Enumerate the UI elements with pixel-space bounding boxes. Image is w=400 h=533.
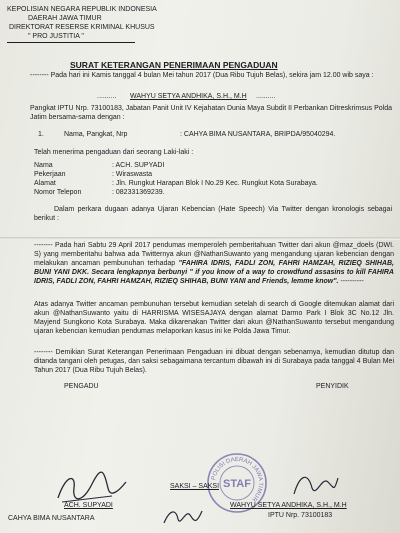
chronology-1-tail: ---------- xyxy=(340,278,364,285)
signature-right-name: WAHYU SETYA ANDHIKA, S.H., M.H xyxy=(230,502,347,509)
signature-left-name: ACH. SUPYADI xyxy=(64,502,113,509)
complainant-job: : Wiraswasta xyxy=(112,171,153,178)
chronology-1-text: -------- Pada hari Sabtu 29 April 2017 pendumas memperoleh pemberitahuan Twitter dari akun @maz_doels (DWI. S) yang memberitahu bahwa ada Twitternya akun @NathanSuwanto yang mengandung ujaran kebencian dengan melakukan ancaman pembunuhan terhadap xyxy=(34,242,394,267)
signature-left-role: PENGADU xyxy=(64,383,99,390)
complainant-phone: : 082331369239. xyxy=(112,189,165,196)
complainant-phone-label: Nomor Telepon xyxy=(34,189,82,196)
complainant-address: : Jln. Rungkut Harapan Blok I No.29 Kec. Rungkut Kota Surabaya. xyxy=(112,180,318,187)
officer-name: WAHYU SETYA ANDHIKA, S.H., M.H xyxy=(130,93,247,100)
witness-heading: SAKSI – SAKSI xyxy=(170,483,220,490)
closing-paragraph: -------- Demikian Surat Keterangan Penerimaan Pengaduan ini dibuat dengan sebenarnya, kemudian ditutup dan ditanda tangani oleh petugas, dan saksi sebagaimana tercantum dibawah ini di Surabaya pada tanggal 4 Bulan Mei Tahun 2017 (Dua Ribu Tujuh Belas). xyxy=(34,349,394,374)
chronology-paragraph-1 xyxy=(34,241,394,286)
agency-line-3: DIREKTORAT RESERSE KRIMINAL KHUSUS xyxy=(9,24,155,31)
chronology-paragraph-2: Atas adanya Twitter ancaman pembunuhan tersebut kemudian setelah di search di Google ditemukan alamat dari akun @NathanSuwanto yaitu di HARRISMA WISESAJAYA dengan alamat Darmo Park I Blok 3C No.12 Jln. Mayjend Sungkono Kota Surabaya. Maka dikarenakan Twitter dari akun @NathanSuwanto tersebut mengandung ujaran kebencian kemudian pendumas melaporkan kasus ini ke Polda Jawa Timur. xyxy=(34,301,394,335)
complaint-paragraph: Dalam perkara dugaan adanya Ujaran Kebencian (Hate Speech) Via Twitter dengan kronologis sebagai berikut : xyxy=(34,206,392,222)
witness-name: CAHYA BIMA NUSANTARA xyxy=(8,515,95,522)
chronology-1-quote: "FAHIRA IDRIS, FADLI ZON, FAHRI HAMZAH, RIZIEQ SHIHAB, BUNI YANI DKK. Secara lengkapnya berbunyi " if you know of a way to crowdfund assasins to kill FAHIRA IDRIS, FADLI ZON, FAHRI HAMZAH, RIZIEQ SHIHAB, BUNI YANI and Friends, lemme know". xyxy=(34,260,394,285)
signature-right-nrp: IPTU Nrp. 73100183 xyxy=(268,512,333,519)
companion-number: 1. xyxy=(38,131,44,138)
complainant-name-label: Nama xyxy=(34,162,53,169)
signature-right-role: PENYIDIK xyxy=(316,383,349,390)
complainant-name: : ACH. SUPYADI xyxy=(112,162,165,169)
stamp-center-text: STAF xyxy=(223,478,251,490)
officer-dots: .......... xyxy=(97,93,117,100)
complainant-job-label: Pekerjaan xyxy=(34,171,66,178)
companion-label: Nama, Pangkat, Nrp xyxy=(64,131,128,138)
header-rule xyxy=(7,42,135,43)
witness-signature xyxy=(160,505,204,529)
agency-line-4: " PRO JUSTITIA " xyxy=(28,33,84,40)
stamp-ring-text: POLISI DAERAH JAWA TIMUR xyxy=(211,456,264,503)
agency-line-1: KEPOLISIAN NEGARA REPUBLIK INDONESIA xyxy=(7,6,157,13)
companion-value: : CAHYA BIMA NUSANTARA, BRIPDA/95040294. xyxy=(180,131,336,138)
officer-detail: Pangkat IPTU Nrp. 73100183, Jabatan Panit Unit IV Kejahatan Dunia Maya Subdit II Perbankan Ditreskrimsus Polda Jatim bersama-sama dengan : xyxy=(30,105,392,121)
officer-dots-end: .......... xyxy=(256,93,276,100)
complainant-address-label: Alamat xyxy=(34,180,56,187)
investigator-signature xyxy=(290,470,340,500)
document-title: SURAT KETERANGAN PENERIMAAN PENGADUAN xyxy=(70,60,278,70)
paper-fold xyxy=(0,237,400,240)
agency-line-2: DAERAH JAWA TIMUR xyxy=(28,15,102,22)
received-from: Telah menerima pengaduan dari seorang Laki-laki : xyxy=(34,149,194,156)
intro-paragraph: -------- Pada hari ini Kamis tanggal 4 bulan Mei tahun 2017 (Dua Ribu Tujuh Belas), sekira jam 12.00 wib saya : xyxy=(30,72,374,79)
